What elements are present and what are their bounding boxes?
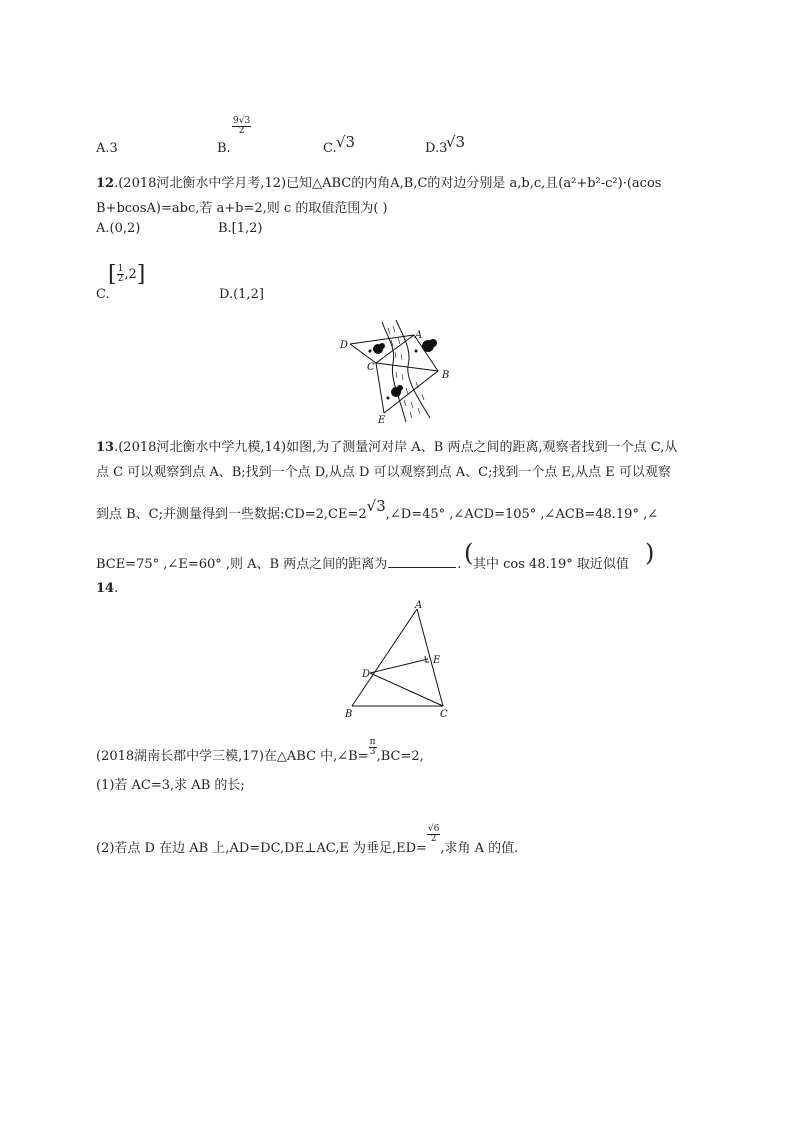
q12-option-c-bracket-right: ] (136, 262, 146, 287)
q12-text-line1: .(2018河北衡水中学月考,12)已知△ABC的内角A,B,C的对边分别是 a,b,c,且(a²+b²-c²)·(acos (114, 176, 662, 191)
segment-ce (376, 363, 384, 413)
q11-option-d: D.3 (425, 141, 448, 156)
q13-text-line3a: 到点 B、C;并测量得到一些数据:CD=2,CE=2 (96, 507, 367, 522)
q12-number: 12 (96, 176, 115, 191)
q14-number: 14 (96, 581, 115, 596)
q13-text-line1: .(2018河北衡水中学九模,14)如图,为了测量河对岸 A、B 两点之间的距离,观察者找到一个点 C,从 (114, 440, 678, 455)
fig2-label-c: C (440, 709, 448, 720)
q11-option-b-denominator: 2 (238, 126, 245, 136)
q13-text-line3b: ,∠D=45° ,∠ACD=105° ,∠ACB=48.19° ,∠ (385, 507, 659, 522)
q13-text-line4c: 其中 cos 48.19° 取近似值 (473, 557, 629, 572)
q14-number-tail: . (114, 581, 119, 596)
q13-paren-left: ( (464, 539, 474, 567)
segment-ab (352, 609, 417, 706)
q13-text-line4b: . (457, 557, 462, 572)
q11-option-d-value: √3 (446, 133, 466, 151)
q14-text-part2a: (2)若点 D 在边 AB 上,AD=DC,DE⊥AC,E 为垂足,ED= (96, 841, 427, 856)
q12-option-b: B.[1,2) (218, 221, 263, 236)
q11-option-b-fraction (232, 117, 251, 136)
fig1-label-d: D (340, 340, 349, 351)
fig1-label-e: E (378, 415, 386, 426)
q13-line2: 点 C 可以观察到点 A、B;找到一个点 D,从点 D 可以观察到点 A、C;找到一个点 E,从点 E 可以观察 (96, 465, 671, 480)
q14-line1 (96, 737, 424, 766)
q14-ed-fraction (427, 825, 440, 844)
q14-angle-denominator: 3 (369, 747, 376, 757)
fig2-label-d: D (362, 669, 371, 680)
segment-cb (376, 363, 438, 371)
q11-option-a: A.3 (96, 141, 118, 156)
fig2-label-b: B (345, 709, 353, 720)
q11-option-b: B. (217, 141, 231, 156)
q12-line2: B+bcosA)=abc,若 a+b=2,则 c 的取值范围为( ) (96, 201, 388, 216)
q12-option-c: C. (96, 287, 110, 302)
q11-option-c-value: √3 (336, 133, 356, 151)
river-figure (338, 318, 464, 426)
segment-dc (370, 673, 443, 706)
triangle-figure (340, 598, 452, 722)
q14-text-part2b: ,求角 A 的值. (440, 841, 519, 856)
q13-number: 13 (96, 440, 115, 455)
q12-option-c-numerator: 1 (117, 264, 124, 274)
q12-option-c-denominator: 2 (117, 274, 124, 284)
fig2-label-e: E (433, 655, 441, 666)
q14-angle-numerator: π (369, 737, 376, 747)
q11-option-b-numerator: 9√3 (233, 116, 251, 126)
segment-dc (350, 344, 376, 363)
q14-part1: (1)若 AC=3,求 AB 的长; (96, 778, 245, 793)
q11-option-c: C. (323, 141, 337, 156)
q13-line4 (96, 553, 461, 572)
q14-ed-denominator: 2 (430, 834, 437, 844)
fig1-label-b: B (442, 370, 450, 381)
q12-option-c-interval (108, 262, 145, 287)
q14-text-line1a: (2018湖南长郡中学三模,17)在△ABC 中,∠B= (96, 749, 369, 764)
q13-line1 (96, 436, 677, 455)
q14-angle-fraction (369, 738, 377, 757)
fig1-label-a: A (415, 330, 423, 341)
q13-text-line4a: BCE=75° ,∠E=60° ,则 A、B 两点之间的距离为 (96, 557, 388, 572)
fig2-label-a: A (415, 600, 423, 611)
q13-paren-right: ) (645, 539, 655, 567)
q14-part2 (96, 824, 519, 858)
q14-text-line1b: ,BC=2, (376, 749, 424, 764)
q12-option-d: D.(1,2] (219, 287, 264, 302)
q14-ed-numerator: √6 (427, 824, 440, 834)
q14-number-line (96, 581, 118, 596)
q12-line1 (96, 172, 661, 191)
q12-option-c-bracket-left: [ (108, 262, 117, 287)
q12-option-c-tail: ,2 (124, 267, 137, 282)
q13-line3 (96, 497, 659, 522)
fig1-label-c: C (367, 362, 375, 373)
q13-answer-blank[interactable] (388, 567, 456, 568)
q13-line3-sqrt: √3 (366, 497, 386, 515)
q12-option-a: A.(0,2) (96, 221, 141, 236)
